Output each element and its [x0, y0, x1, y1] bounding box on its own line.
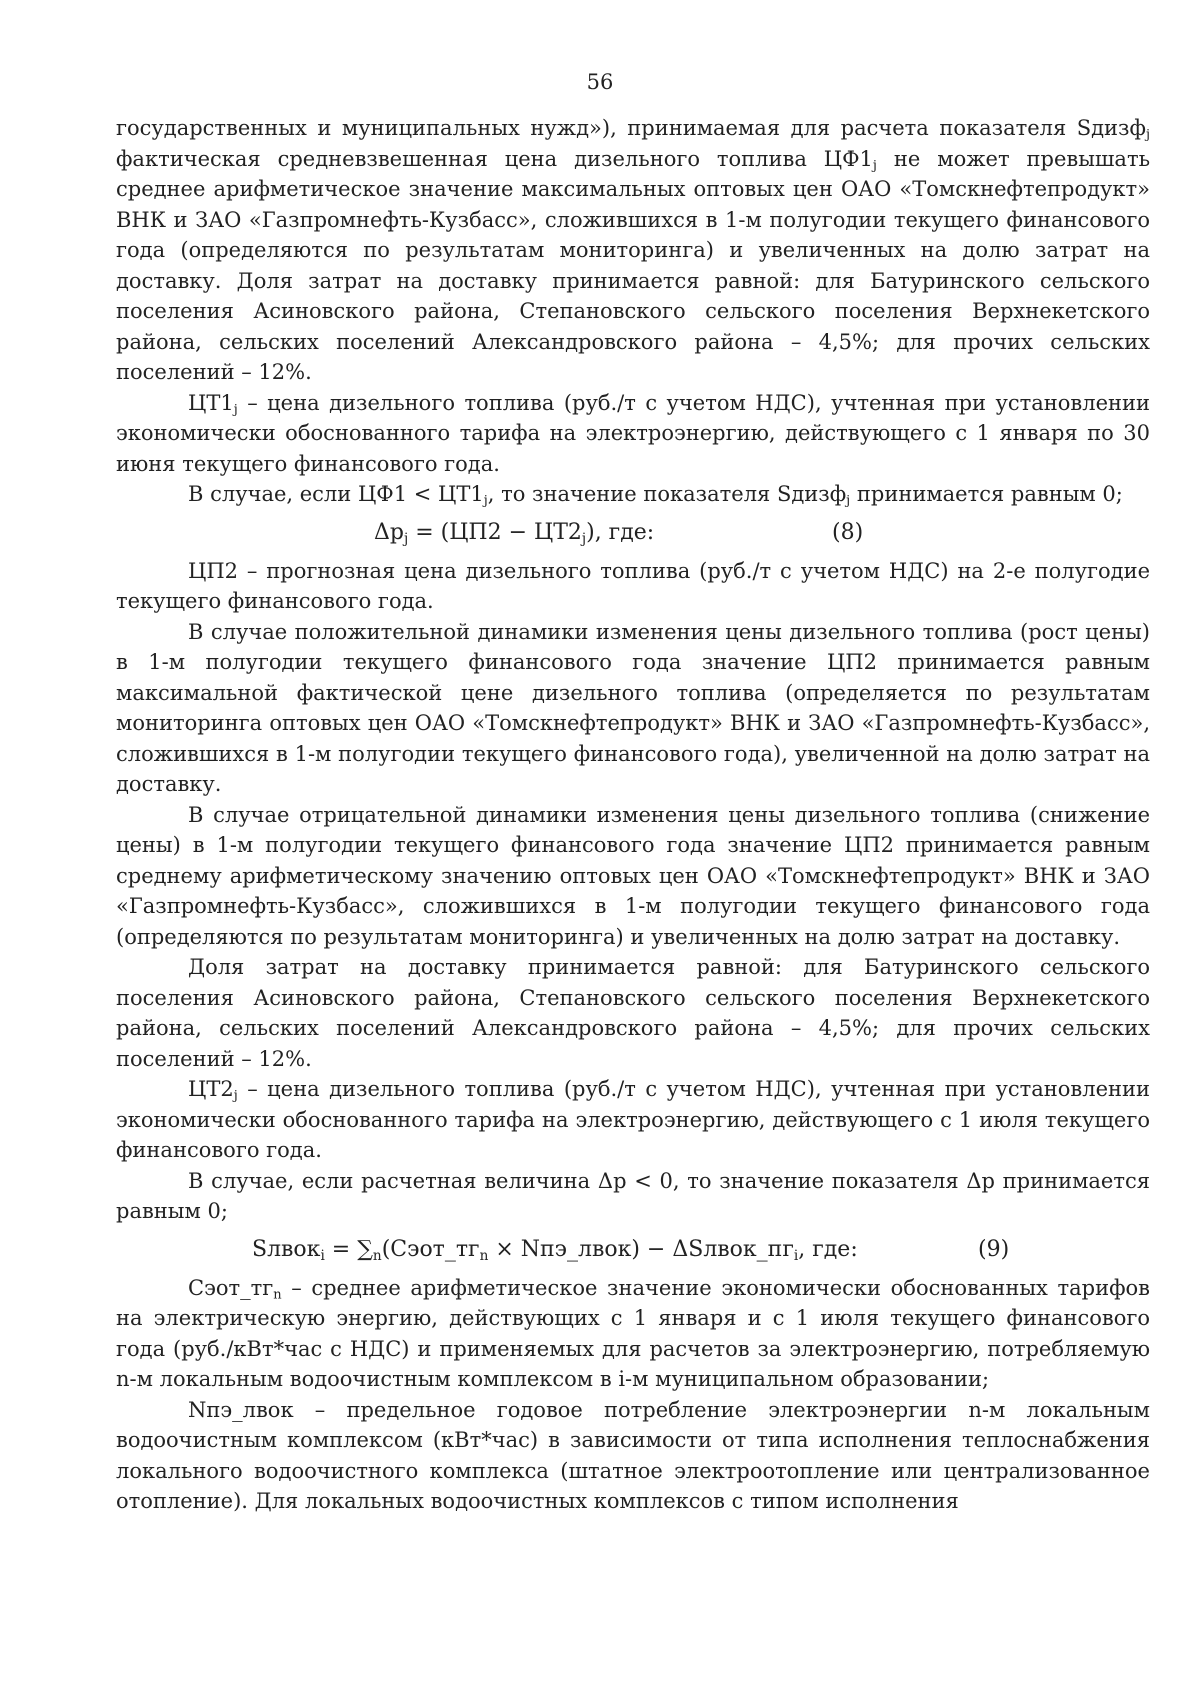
paragraph-1: государственных и муниципальных нужд»), принимаемая для расчета показателя Sдизф$_j$ фактическая средневзвешенная цена дизельного топлива $ЦФ1_j$ не может превышать среднее арифметическое значение максимальных оптовых цен ОАО «Томскнефтепродукт» ВНК и ЗАО «Газпромнефть-Кузбасс», сложившихся в 1-м полугодии текущего финансового года (определяются по результатам мониторинга) и увеличенных на долю затрат на доставку. Доля затрат на доставку принимается равной: для Батуринского сельского поселения Асиновского района, Степановского сельского поселения Верхнекетского района, сельских поселений Александровского района – 4,5%; для прочих сельских поселений – 12%.	[116, 116, 1151, 384]
paragraph-seot-definition: $Сэот\_тг_n$ – среднее арифметическое значение экономически обоснованных тарифов на электрическую энергию, действующих с 1 января и с 1 июля текущего финансового года (руб./кВт*час с НДС) и применяемых для расчетов за электроэнергию, потребляемую n-м локальным водоочистным комплексом в i-м муниципальном образовании;	[116, 1275, 1150, 1391]
formula-9	[116, 1227, 1150, 1273]
paragraph-npe-definition: Nпэ_лвок – предельное годовое потребление электроэнергии n-м локальным водоочистным комплексом (кВт*час) в зависимости от типа исполнения теплоснабжения локального водоочистного комплекса (штатное электроотопление или централизованное отопление). Для локальных водоочистных комплексов с типом исполнения	[116, 1397, 1150, 1513]
page-number: 56	[586, 70, 614, 94]
formula-8	[116, 510, 1150, 556]
paragraph-negative-dynamics: В случае отрицательной динамики изменения цены дизельного топлива (снижение цены) в 1-м полугодии текущего финансового года значение ЦП2 принимается равным среднему арифметическому значению оптовых цен ОАО «Томскнефтепродукт» ВНК и ЗАО «Газпромнефть-Кузбасс», сложившихся в 1-м полугодии текущего финансового года (определяются по результатам мониторинга) и увеличенных на долю затрат на доставку.	[116, 802, 1150, 949]
paragraph-cp2-definition: ЦП2 – прогнозная цена дизельного топлива (руб./т с учетом НДС) на 2-е полугодие текущего финансового года.	[116, 558, 1150, 613]
paragraph-dp-condition: В случае, если расчетная величина Δp < 0, то значение показателя Δp принимается равным 0;	[116, 1168, 1150, 1223]
paragraph-ct2-definition: $ЦТ2_j$ – цена дизельного топлива (руб./т с учетом НДС), учтенная при установлении экономически обоснованного тарифа на электроэнергию, действующего с 1 июля текущего финансового года.	[116, 1077, 1150, 1162]
paragraph-ct1-definition: $ЦТ1_j$ – цена дизельного топлива (руб./т с учетом НДС), учтенная при установлении экономически обоснованного тарифа на электроэнергию, действующего с 1 января по 30 июня текущего финансового года.	[116, 390, 1150, 476]
formula-8-number: (8)	[832, 519, 864, 545]
paragraph-positive-dynamics: В случае положительной динамики изменения цены дизельного топлива (рост цены) в 1-м полугодии текущего финансового года значение ЦП2 принимается равным максимальной фактической цене дизельного топлива (определяется по результатам мониторинга оптовых цен ОАО «Томскнефтепродукт» ВНК и ЗАО «Газпромнефть-Кузбасс», сложившихся в 1-м полугодии текущего финансового года), увеличенной на долю затрат на доставку.	[116, 619, 1150, 796]
formula-9-number: (9)	[978, 1236, 1010, 1262]
paragraph-delivery-share: Доля затрат на доставку принимается равной: для Батуринского сельского поселения Асиновского района, Степановского сельского поселения Верхнекетского района, сельских поселений Александровского района – 4,5%; для прочих сельских поселений – 12%.	[116, 955, 1150, 1071]
formula-9-expression: Sлвок$_i$ = $\sum_n(Сэот\_тг_n$ × Nпэ_лвок) − $\Delta Sлвок\_пг_i$, где:	[252, 1236, 858, 1264]
formula-8-expression: $\Delta p_j = (ЦП2 - ЦТ2_j)$, где:	[374, 519, 655, 547]
document-body	[116, 113, 1150, 1517]
paragraph-cf1-condition: В случае, если $ЦФ1 < ЦТ1_j$, то значение показателя Sдизф$_j$ принимается равным 0;	[188, 482, 1123, 509]
